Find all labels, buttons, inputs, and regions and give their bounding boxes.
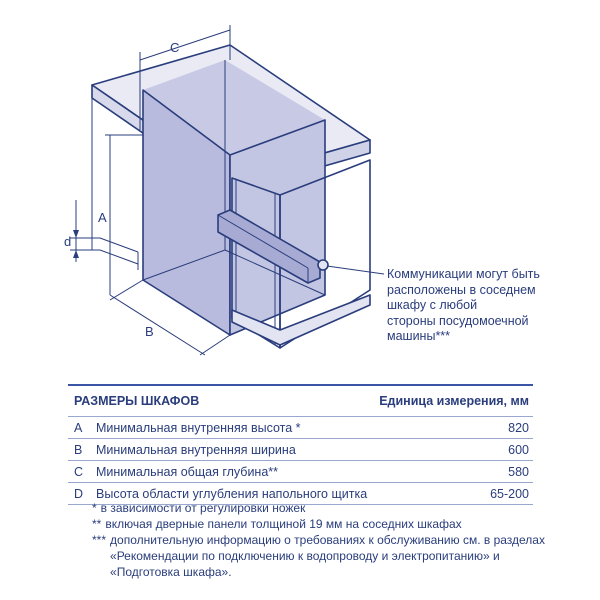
footnote <box>92 532 552 580</box>
row-description: Минимальная внутренняя ширина <box>96 442 296 457</box>
dim-label-a: A <box>98 210 107 225</box>
row-description: Минимальная внутренняя высота * <box>96 420 301 435</box>
footnote <box>92 500 552 516</box>
footnote-text: включая дверные панели толщиной 19 мм на соседних шкафах <box>105 517 462 531</box>
row-key: B <box>74 442 83 457</box>
row-key: A <box>74 420 83 435</box>
footnote-mark: ** <box>92 517 102 531</box>
row-key: C <box>74 464 84 479</box>
footnotes <box>92 500 552 580</box>
dim-label-b: B <box>145 324 154 339</box>
row-value: 600 <box>508 442 529 457</box>
row-description: Минимальная общая глубина** <box>96 464 279 479</box>
dim-label-c: C <box>170 40 180 55</box>
footnote <box>92 516 552 532</box>
footnote-mark: * <box>92 501 97 515</box>
table-row <box>68 439 533 460</box>
row-value: 580 <box>508 464 529 479</box>
table-unit-header: Единица измерения, мм <box>379 394 529 408</box>
table-header <box>68 386 533 416</box>
table-row <box>68 461 533 482</box>
row-description: Высота области углубления напольного щитка <box>96 486 368 501</box>
table-row <box>68 417 533 438</box>
table-title: РАЗМЕРЫ ШКАФОВ <box>74 394 200 408</box>
communications-callout: Коммуникации могут быть расположены в соседнем шкафу с любой стороны посудомоечной машины*** <box>387 267 540 343</box>
footnote-mark: *** <box>92 533 107 547</box>
dimensions-table <box>68 384 533 505</box>
row-key: D <box>74 486 84 501</box>
footnote-text: дополнительную информацию о требованиях к обслуживанию см. в разделах «Рекомендации по подключению к водопроводу и электропитанию» и «Подготовка шкафа». <box>110 533 545 579</box>
footnote-text: в зависимости от регулировки ножек <box>100 501 306 515</box>
dim-label-d: d <box>64 234 72 249</box>
row-value: 65-200 <box>490 486 529 501</box>
callout-leader <box>327 266 384 274</box>
row-value: 820 <box>508 420 529 435</box>
